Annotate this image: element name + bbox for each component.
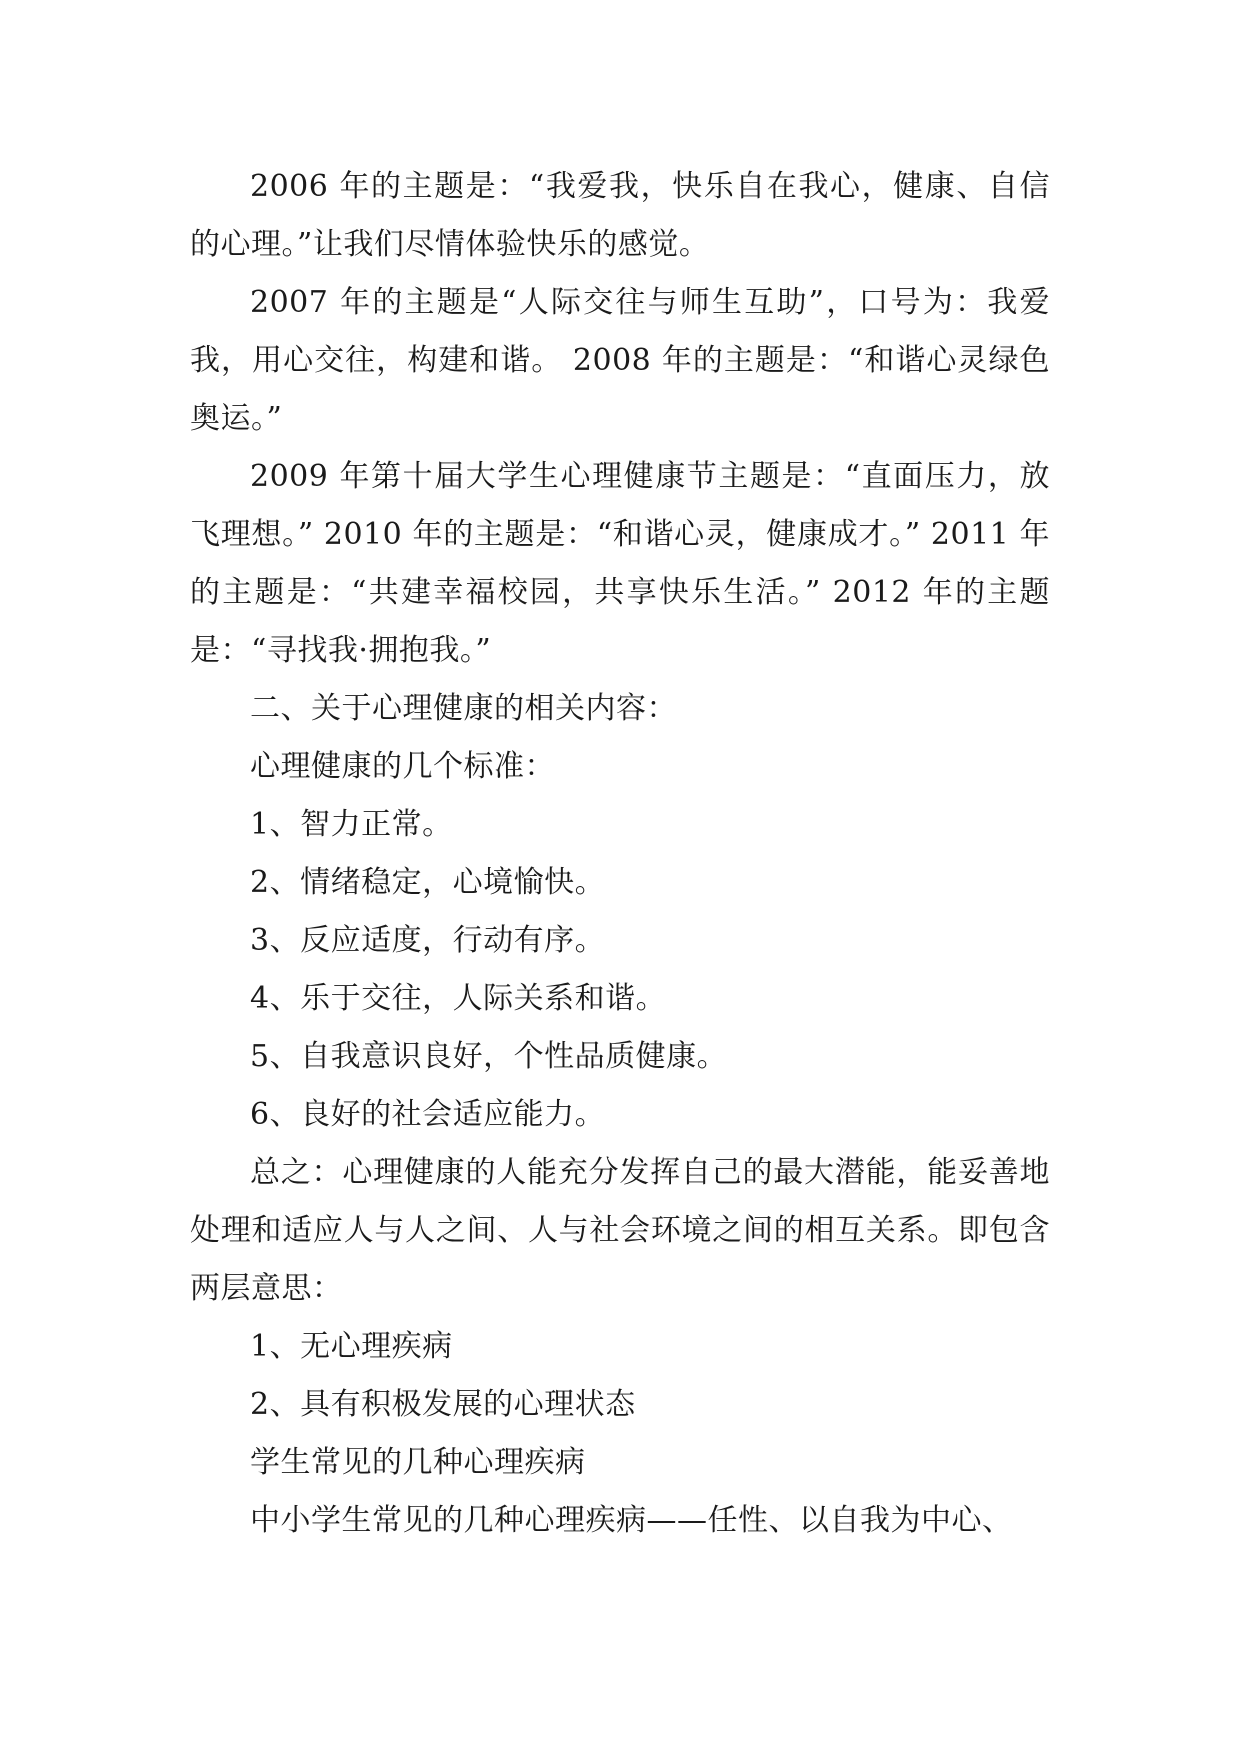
list-item: 5、自我意识良好，个性品质健康。 <box>250 1039 728 1074</box>
list-item: 1、无心理疾病 <box>250 1329 453 1364</box>
paragraph-2007-2008-themes: 2007 年的主题是“人际交往与师生互助”，口号为：我爱我，用心交往，构建和谐。 2008 年的主题是：“和谐心灵绿色奥运。” <box>190 285 1050 436</box>
list-item: 6、良好的社会适应能力。 <box>250 1097 606 1132</box>
common-disorders-heading: 学生常见的几种心理疾病 <box>250 1445 586 1480</box>
list-item: 2、具有积极发展的心理状态 <box>250 1387 636 1422</box>
standards-heading: 心理健康的几个标准： <box>250 749 555 784</box>
list-item: 2、情绪稳定，心境愉快。 <box>250 865 606 900</box>
section-heading-mental-health: 二、关于心理健康的相关内容： <box>250 691 677 726</box>
list-item: 4、乐于交往，人际关系和谐。 <box>250 981 667 1016</box>
summary-paragraph: 总之：心理健康的人能充分发挥自己的最大潜能，能妥善地处理和适应人与人之间、人与社会环境之间的相互关系。即包含两层意思： <box>190 1155 1050 1306</box>
list-item: 1、智力正常。 <box>250 807 453 842</box>
document-page <box>190 158 1050 1550</box>
paragraph-2006-theme: 2006 年的主题是：“我爱我，快乐自在我心，健康、自信的心理。”让我们尽情体验快乐的感觉。 <box>190 169 1050 262</box>
list-item: 3、反应适度，行动有序。 <box>250 923 606 958</box>
common-disorders-paragraph: 中小学生常见的几种心理疾病——任性、以自我为中心、 <box>250 1503 1013 1538</box>
paragraph-2009-2012-themes: 2009 年第十届大学生心理健康节主题是：“直面压力，放飞理想。” 2010 年的主题是：“和谐心灵，健康成才。” 2011 年的主题是：“共建幸福校园，共享快乐生活。” 2012 年的主题是：“寻找我·拥抱我。” <box>190 459 1050 668</box>
